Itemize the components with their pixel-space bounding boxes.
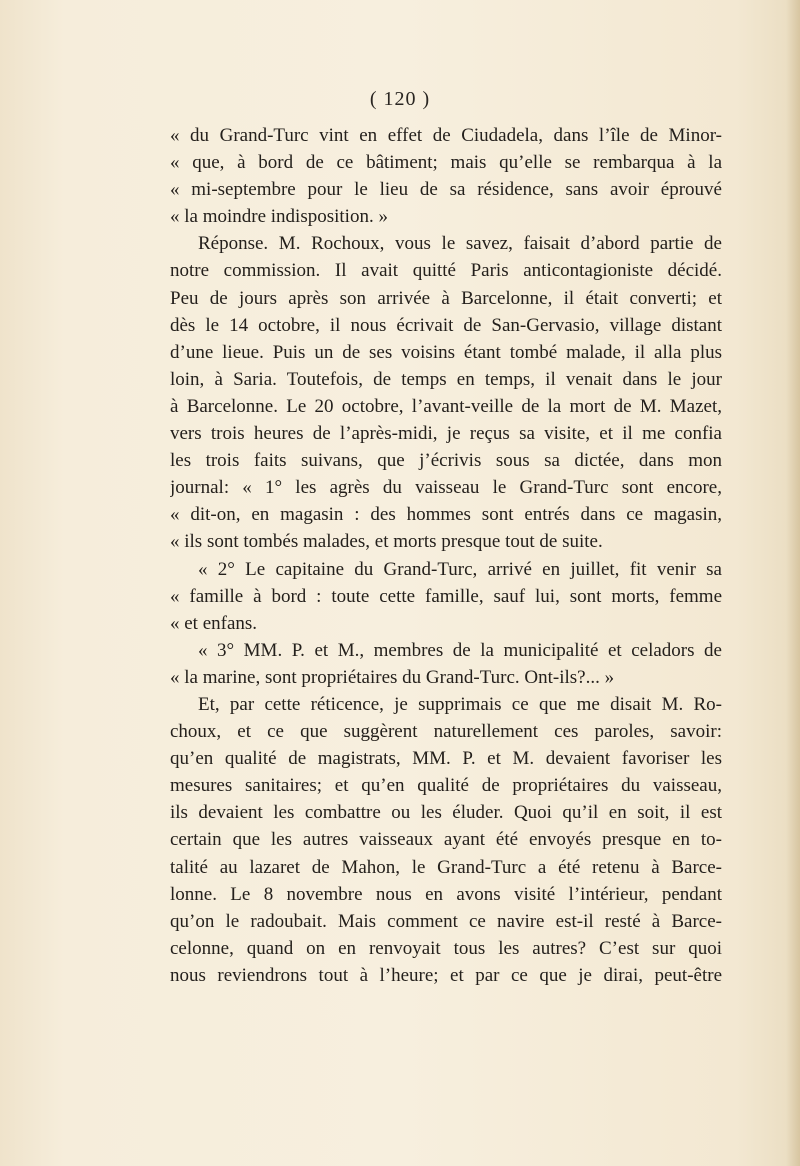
paragraph-start-line: Et, par cette réticence, je supprimais ce que me disait M. Ro- <box>198 693 722 715</box>
text-line: talité au lazaret de Mahon, le Grand-Turc a été retenu à Barce- <box>170 856 722 878</box>
text-line: les trois faits suivans, que j’écrivis sous sa dictée, dans mon <box>170 450 722 472</box>
text-line: à Barcelonne. Le 20 octobre, l’avant-veille de la mort de M. Mazet, <box>170 395 722 417</box>
text-line: qu’en qualité de magistrats, MM. P. et M. devaient favoriser les <box>170 748 722 770</box>
text-line: « dit-on, en magasin : des hommes sont entrés dans ce magasin, <box>170 504 722 526</box>
text-line: qu’on le radoubait. Mais comment ce navire est-il resté à Barce- <box>170 910 722 932</box>
text-line: « que, à bord de ce bâtiment; mais qu’elle se rembarqua à la <box>170 152 722 174</box>
page-number: ( 120 ) <box>369 88 431 110</box>
text-line: certain que les autres vaisseaux ayant été envoyés presque en to- <box>170 829 722 851</box>
paragraph-start-line: « 3° MM. P. et M., membres de la municipalité et celadors de <box>198 639 722 661</box>
text-line: lonne. Le 8 novembre nous en avons visité l’intérieur, pendant <box>170 883 722 905</box>
paragraph-start-line: « 2° Le capitaine du Grand-Turc, arrivé en juillet, fit venir sa <box>198 558 722 580</box>
text-line: notre commission. Il avait quitté Paris anticontagioniste décidé. <box>170 260 722 282</box>
text-line: dès le 14 octobre, il nous écrivait de San-Gervasio, village distant <box>170 314 722 336</box>
body-text <box>170 122 722 989</box>
text-line: « du Grand-Turc vint en effet de Ciudadela, dans l’île de Minor- <box>170 125 722 146</box>
text-line: mesures sanitaires; et qu’en qualité de propriétaires du vaisseau, <box>170 775 722 797</box>
text-line: Peu de jours après son arrivée à Barcelonne, il était converti; et <box>170 287 722 309</box>
text-line: « la moindre indisposition. » <box>170 206 388 228</box>
text-line: choux, et ce que suggèrent naturellement ces paroles, savoir: <box>170 721 722 743</box>
text-line: nous reviendrons tout à l’heure; et par ce que je dirai, peut-être <box>170 964 722 986</box>
text-line: ils devaient les combattre ou les éluder. Quoi qu’il en soit, il est <box>170 802 722 824</box>
text-line: « famille à bord : toute cette famille, sauf lui, sont morts, femme <box>170 585 722 607</box>
text-line: « ils sont tombés malades, et morts presque tout de suite. <box>170 531 603 553</box>
text-line: loin, à Saria. Toutefois, de temps en temps, il venait dans le jour <box>170 368 722 390</box>
paragraph-start-line: Réponse. M. Rochoux, vous le savez, faisait d’abord partie de <box>198 233 722 255</box>
text-line: d’une lieue. Puis un de ses voisins étant tombé malade, il alla plus <box>170 341 722 363</box>
text-line: journal: « 1° les agrès du vaisseau le Grand-Turc sont encore, <box>170 477 722 499</box>
text-line: « et enfans. <box>170 612 258 634</box>
text-line: « la marine, sont propriétaires du Grand-Turc. Ont-ils?... » <box>170 666 615 688</box>
text-line: « mi-septembre pour le lieu de sa résidence, sans avoir éprouvé <box>170 179 722 201</box>
text-line: vers trois heures de l’après-midi, je reçus sa visite, et il me confia <box>170 423 722 445</box>
text-line: celonne, quand on en renvoyait tous les autres? C’est sur quoi <box>170 937 722 959</box>
page-edge-shadow <box>786 0 800 1166</box>
